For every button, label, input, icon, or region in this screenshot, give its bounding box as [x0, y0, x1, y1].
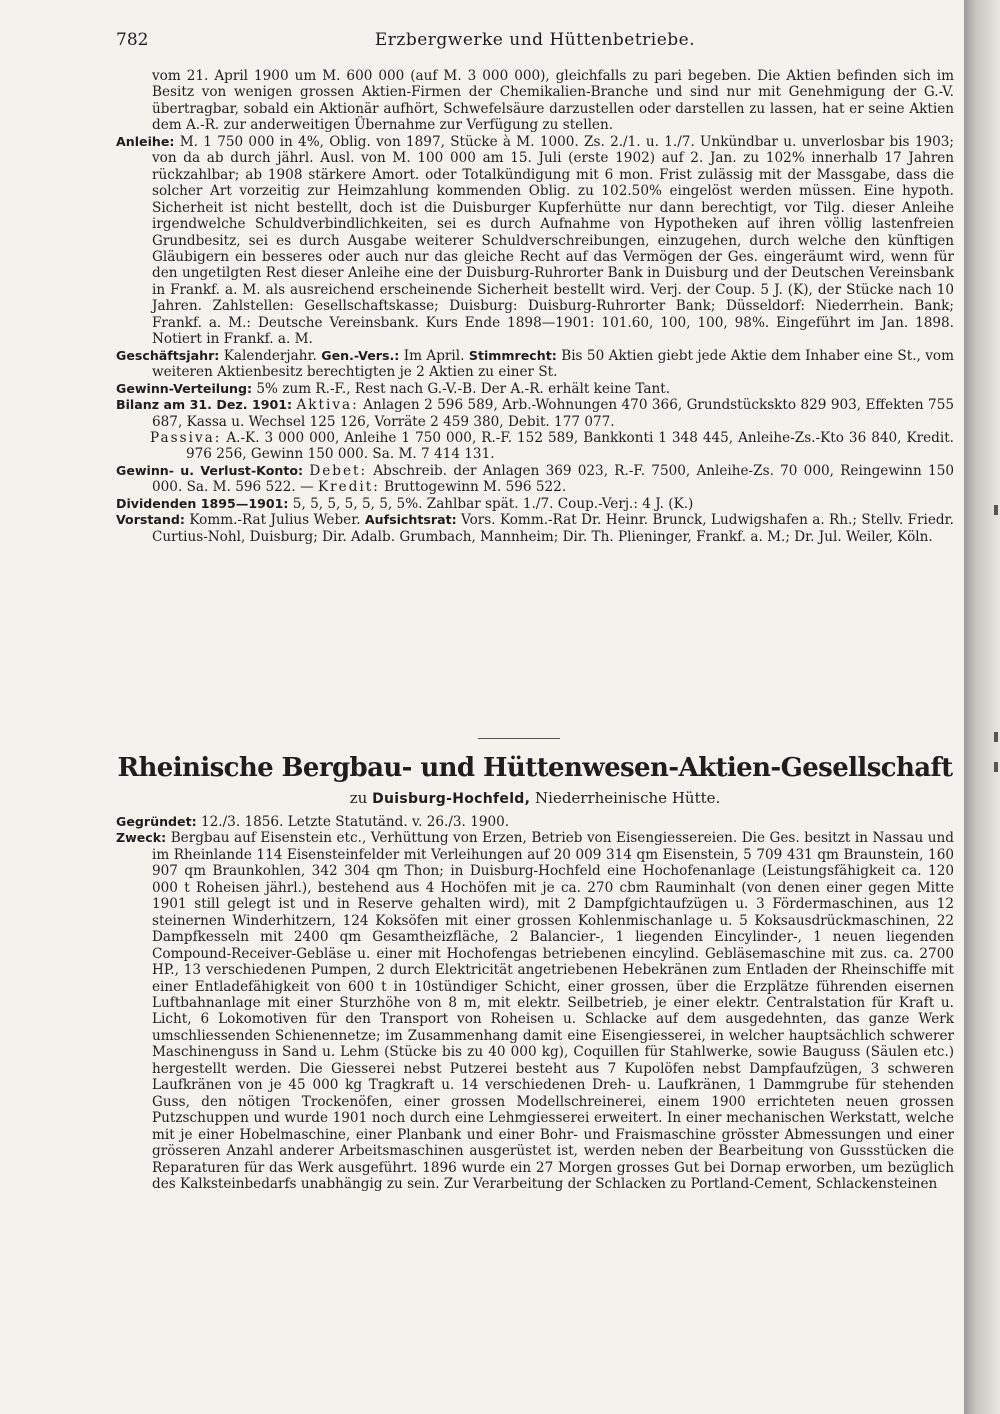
- subtitle-place: Duisburg-Hochfeld,: [372, 791, 531, 807]
- section-label: Gen.-Vers.:: [321, 347, 400, 363]
- section-label: Stimmrecht:: [468, 347, 557, 363]
- geschaeftsjahr-section: [116, 348, 954, 381]
- section-text: Bergbau auf Eisenstein etc., Verhüttung von Erzen, Betrieb von Eisengiessereien. Die Ges. besitzt in Nassau und im Rheinlande 114 Eisensteinfelder mit Verleihungen auf 20 009 314 qm Eisenstein, 5 709 431 qm Braunstein, 160 907 qm Braunkohlen, 342 304 qm Thon; in Duisburg-Hochfeld eine Hochofenanlage (Leistungsfähigkeit ca. 120 000 t Roheisen jährl.), bestehend aus 4 Hochöfen mit je ca. 270 cbm Rauminhalt (von denen einer gegen Mitte 1901 still gelegt ist und in Reserve gehalten wird), mit 2 Dampfgichtaufzügen u. 3 Fördermaschinen, aus 12 steinernen Winderhitzern, 124 Koksöfen mit einer grossen Kohlenmischanlage u. 5 Koksausdrückmaschinen, 22 Dampfkesseln mit 2400 qm Gesamtheizfläche, 2 Balancier-, 1 liegenden Eincylinder-, 1 neuen liegenden Compound-Receiver-Gebläse u. einer mit Hochofengas betriebenen eincylind. Gebläsemaschine mit zus. ca. 2700 HP., 13 verschiedenen Pumpen, 2 durch Elektricität angetriebenen Hebekränen zum Entladen der Rheinschiffe mit einer Entladefähigkeit von 600 t in 10stündiger Schicht, einer grossen, über die Erzplätze führenden eisernen Luftbahnanlage mit einer Sturzhöhe von 8 m, mit elektr. Seilbetrieb, je einer elektr. Centralstation für Kraft u. Licht, 6 Lokomotiven für den Transport von Roheisen u. Schlacke auf dem ausgedehnten, das ganze Werk umschliessenden Schienennetze; im Zusammenhang damit eine Eisengiesserei, in welcher hauptsächlich schwerer Maschinenguss in Sand u. Lehm (Stücke bis zu 40 000 kg), Coquillen für Stahlwerke, sowie Bauguss (Säulen etc.) hergestellt werden. Die Giesserei nebst Putzerei besteht aus 7 Kupolöfen nebst Dampfaufzügen, 3 schweren Laufkränen von je 45 000 kg Tragkraft u. 14 verschiedenen Dreh- u. Laufkränen, 1 Dammgrube für stehenden Guss, den nötigen Trockenöfen, einer grossen Modellschreinerei, einem 1900 errichteten neuen grossen Putzschuppen und wurde 1901 noch durch eine Lehmgiesserei erweitert. In einer mechanischen Werkstatt, welche mit je einer Hobelmaschine, einer Planbank und einer Bohr- und Fraismaschine grösster Abmessungen und einer grösseren Anzahl anderer Arbeitsmaschinen ausgerüstet ist, werden neben der Bearbeitung von Gussstücken die Reparaturen für das Werk ausgeführt. 1896 wurde ein 27 Morgen grosses Gut bei Dornap erworben, um bezüglich des Kalksteinbedarfs unabhängig zu sein. Zur Verarbeitung der Schlacken zu Portland-Cement, Schlackensteinen: [152, 830, 954, 1192]
- section-text: 12./3. 1856. Letzte Statutänd. v. 26./3. 1900.: [200, 814, 510, 830]
- page-number: 782: [116, 30, 149, 50]
- kredit-label: Kredit:: [318, 479, 380, 496]
- running-title: Erzbergwerke und Hüttenbetriebe.: [374, 30, 696, 50]
- section-text: Komm.-Rat Julius Weber.: [189, 512, 361, 529]
- guv-section: [116, 463, 954, 496]
- section-label: Anleihe:: [116, 133, 175, 149]
- passiva-text: A.-K. 3 000 000, Anleihe 1 750 000, R.-F. 152 589, Bankkonti 1 348 445, Anleihe-Zs.-Kto 36 840, Kredit. 976 256, Gewinn 150 000. Sa. M. 7 414 131.: [186, 429, 954, 463]
- passiva-section: [116, 430, 954, 463]
- gewinnverteilung-section: [116, 381, 954, 397]
- new-entry: [116, 814, 954, 1192]
- section-text: Vors. Komm.-Rat Dr. Heinr. Brunck, Ludwigshafen a. Rh.; Stellv. Friedr. Curtius-Nohl, Duisburg; Dir. Adalb. Grumbach, Mannheim; Dir. Th. Plieninger, Frankf. a. M.; Dr. Jul. Weiler, Köln.: [152, 512, 954, 545]
- aktiva-label: Aktiva:: [296, 397, 359, 414]
- page-header: [116, 30, 954, 56]
- debet-text: Abschreib. der Anlagen 369 023, R.-F. 7500, Anleihe-Zs. 70 000, Reingewinn 150 000. Sa. M. 596 522. —: [152, 462, 954, 496]
- section-label: Zweck:: [116, 830, 167, 846]
- section-label: Bilanz am 31. Dez. 1901:: [116, 397, 293, 413]
- section-text: Bis 50 Aktien giebt jede Aktie dem Inhaber eine St., vom weiteren Aktienbesitz berechtigten je 2 Aktien zu einer St.: [152, 347, 955, 381]
- subtitle-suffix: Niederrheinische Hütte.: [535, 789, 721, 807]
- capital-paragraph: vom 21. April 1900 um M. 600 000 (auf M. 3 000 000), gleichfalls zu pari begeben. Die Aktien befinden sich im Besitz von wenigen grossen Aktien-Firmen der Chemikalien-Branche und sind nur mit Genehmigung der G.-V. übertragbar, sobald ein Aktionär aufhört, Schwefelsäure darzustellen oder darstellen zu lassen, hat er seine Aktien dem A.-R. zur anderweitigen Übernahme zur Verfügung zu stellen.: [152, 68, 954, 134]
- section-text: 5, 5, 5, 5, 5, 5, 5%. Zahlbar spät. 1./7. Coup.-Verj.: 4 J. (K.): [292, 495, 694, 512]
- section-label: Dividenden 1895—1901:: [116, 495, 289, 511]
- edge-mark: [994, 732, 998, 742]
- section-divider: [478, 738, 560, 739]
- section-text: M. 1 750 000 in 4%, Oblig. von 1897, Stücke à M. 1000. Zs. 2./1. u. 1./7. Unkündbar u. unverlosbar bis 1903; von da ab durch jährl. Ausl. von M. 100 000 am 15. Juli (erste 1902) auf 2. Jan. zu 102% innerhalb 17 Jahren rückzahlbar; ab 1908 stärkere Amort. oder Totalkündigung mit 6 mon. Frist zulässig mit der Massgabe, dass die solcher Art vorzeitig zur Heimzahlung kommenden Oblig. zu 102.50% eingelöst werden müssen. Eine hypoth. Sicherheit ist nicht bestellt, doch ist die Duisburger Kupferhütte nur dann berechtigt, vor Tilg. dieser Anleihe irgendwelche Schuldverbindlichkeiten, sei es durch Aufnahme von Hypotheken auf ihren völlig lastenfreien Grundbesitz, sei es durch Ausgabe weiterer Schuldverschreibungen, einzugehen, durch welche den künftigen Gläubigern ein besseres oder auch nur das gleiche Recht auf das Vermögen der Ges. eingeräumt wird, wenn für den ungetilgten Rest dieser Anleihe eine der Duisburg-Ruhrorter Bank in Duisburg und der Deutschen Vereinsbank in Frankf. a. M. als ausreichend erscheinende Sicherheit bestellt wird. Verj. der Coup. 5 J. (K), der Stücke nach 10 Jahren. Zahlstellen: Gesellschaftskasse; Duisburg: Duisburg-Ruhrorter Bank; Düsseldorf: Niederrhein. Bank; Frankf. a. M.: Deutsche Vereinsbank. Kurs Ende 1898—1901: 101.60, 100, 100, 98%. Eingeführt im Jan. 1898. Notiert in Frankf. a. M.: [152, 133, 954, 348]
- section-text: Kalenderjahr.: [223, 347, 317, 364]
- subtitle-prefix: zu: [349, 789, 368, 807]
- zweck-section: [116, 830, 954, 1192]
- section-label: Aufsichtsrat:: [364, 512, 457, 528]
- aktiva-text: Anlagen 2 596 589, Arb.-Wohnungen 470 366, Grundstücksktо 829 903, Effekten 755 687, Kassa u. Wechsel 125 126, Vorräte 2 459 380, Debit. 177 077.: [152, 397, 954, 430]
- edge-mark: [994, 762, 998, 772]
- vorstand-section: [116, 512, 954, 545]
- company-subtitle: [116, 788, 954, 809]
- anleihe-section: [116, 134, 954, 348]
- section-text: 5% zum R.-F., Rest nach G.-V.-B. Der A.-R. erhält keine Tant.: [256, 380, 671, 397]
- bilanz-section: [116, 397, 954, 430]
- company-title: Rheinische Bergbau- und Hüttenwesen-Aktien-Gesellschaft: [117, 753, 953, 783]
- scan-edge: [964, 0, 1000, 1414]
- gegruendet-section: [116, 814, 954, 830]
- edge-mark: [994, 505, 998, 515]
- previous-entry: [116, 68, 954, 545]
- section-label: Vorstand:: [116, 512, 185, 528]
- kredit-text: Bruttogewinn M. 596 522.: [384, 479, 567, 496]
- section-label: Gewinn- u. Verlust-Konto:: [116, 462, 304, 478]
- passiva-label: Passiva:: [150, 429, 222, 446]
- section-label: Gewinn-Verteilung:: [116, 380, 253, 396]
- debet-label: Debet:: [309, 462, 368, 479]
- dividenden-section: [116, 496, 954, 512]
- section-label: Geschäftsjahr:: [116, 347, 220, 363]
- section-label: Gegründet:: [116, 814, 197, 829]
- section-text: Im April.: [403, 347, 465, 364]
